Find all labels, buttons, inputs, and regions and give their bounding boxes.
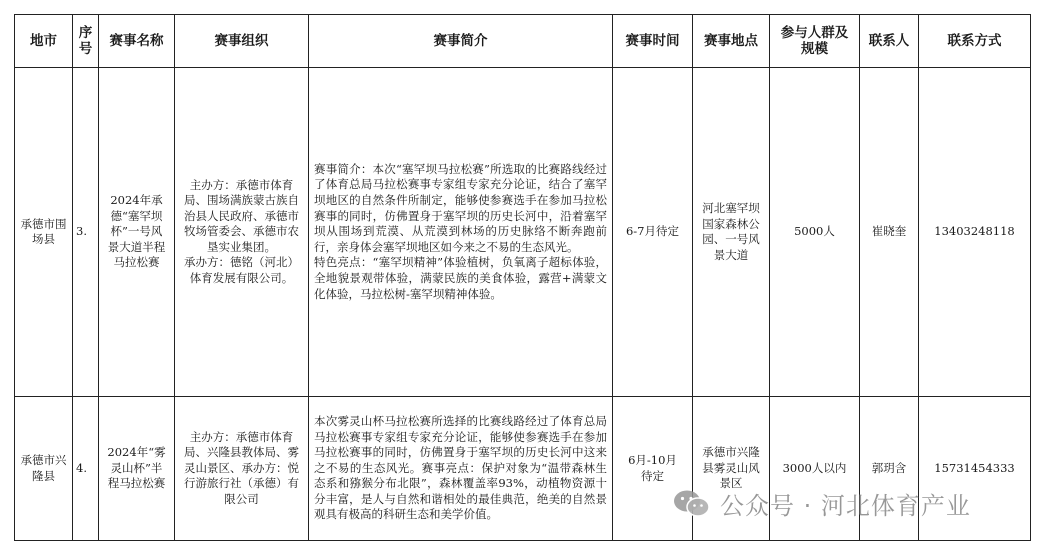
cell-name: 2024年承德“塞罕坝杯”一号风景大道半程马拉松赛	[99, 68, 175, 397]
header-org: 赛事组织	[175, 15, 309, 68]
header-no: 序号	[73, 15, 99, 68]
cell-city: 承德市围场县	[15, 68, 73, 397]
cell-scale: 3000人以内	[770, 397, 860, 541]
cell-contact: 郭玥含	[860, 397, 919, 541]
intro-text: 本次雾灵山杯马拉松赛所选择的比赛线路经过了体育总局马拉松赛事专家组专家充分论证，能够使参赛选手在参加马拉松赛事的同时，仿佛置身于塞罕坝的历史长河中这来之不易的生态风光。赛事亮点：保护对象为“温带森林生态系和猕猴分布北限”，森林覆盖率93%，动植物资源十分丰富，是人与自然和谐相处的最佳典范，绝美的自然景观具有极高的科研生态和美学价值。	[314, 413, 607, 522]
header-scale: 参与人群及规模	[770, 15, 860, 68]
header-name: 赛事名称	[99, 15, 175, 68]
cell-no: 3.	[73, 68, 99, 397]
cell-contact: 崔晓奎	[860, 68, 919, 397]
header-time: 赛事时间	[613, 15, 693, 68]
cell-city: 承德市兴隆县	[15, 397, 73, 541]
wechat-icon	[672, 489, 712, 519]
header-phone: 联系方式	[919, 15, 1031, 68]
intro-text: 赛事简介：本次“塞罕坝马拉松赛”所选取的比赛路线经过了体育总局马拉松赛事专家组专家充分论证，结合了塞罕坝地区的自然条件所制定，能够使参赛选手在参加马拉松赛事的同时，仿佛置身于塞罕坝的历史长河中，沿着塞罕坝从围场到荒漠、从荒漠到林场的历史脉络不断奔跑前行，亲身体会塞罕坝地区如今来之不易的生态风光。 特色亮点：“塞罕坝精神”体验植树，负氧离子超标体验，全地貌景观带体验，满蒙民族的美食体验，露营+满蒙文化体验，马拉松树-塞罕坝精神体验。	[314, 161, 607, 301]
header-place: 赛事地点	[693, 15, 770, 68]
cell-no: 4.	[73, 397, 99, 541]
table-row	[15, 68, 1031, 397]
cell-time: 6月-10月待定	[613, 397, 693, 541]
org-text: 主办方：承德市体育局、围场满族蒙古族自治县人民政府、承德市牧场管委会、承德市农垦实业集团。 承办方：德铭（河北）体育发展有限公司。	[184, 177, 299, 285]
header-row	[15, 15, 1031, 68]
header-city: 地市	[15, 15, 73, 68]
watermark	[672, 486, 971, 521]
cell-intro	[309, 68, 613, 397]
watermark-text: 公众号 · 河北体育产业	[720, 492, 971, 520]
header-intro: 赛事简介	[309, 15, 613, 68]
header-contact: 联系人	[860, 15, 919, 68]
cell-intro	[309, 397, 613, 541]
cell-org	[175, 68, 309, 397]
cell-phone: 15731454333	[919, 397, 1031, 541]
cell-org	[175, 397, 309, 541]
event-table	[14, 14, 1031, 541]
org-text: 主办方：承德市体育局、兴隆县教体局、雾灵山景区、承办方：悦行游旅行社（承德）有限公司	[184, 429, 299, 506]
cell-time: 6-7月待定	[613, 68, 693, 397]
cell-scale: 5000人	[770, 68, 860, 397]
cell-name: 2024年“雾灵山杯”半程马拉松赛	[99, 397, 175, 541]
cell-phone: 13403248118	[919, 68, 1031, 397]
cell-place: 承德市兴隆县雾灵山风景区	[693, 397, 770, 541]
cell-place: 河北塞罕坝国家森林公园、一号风景大道	[693, 68, 770, 397]
